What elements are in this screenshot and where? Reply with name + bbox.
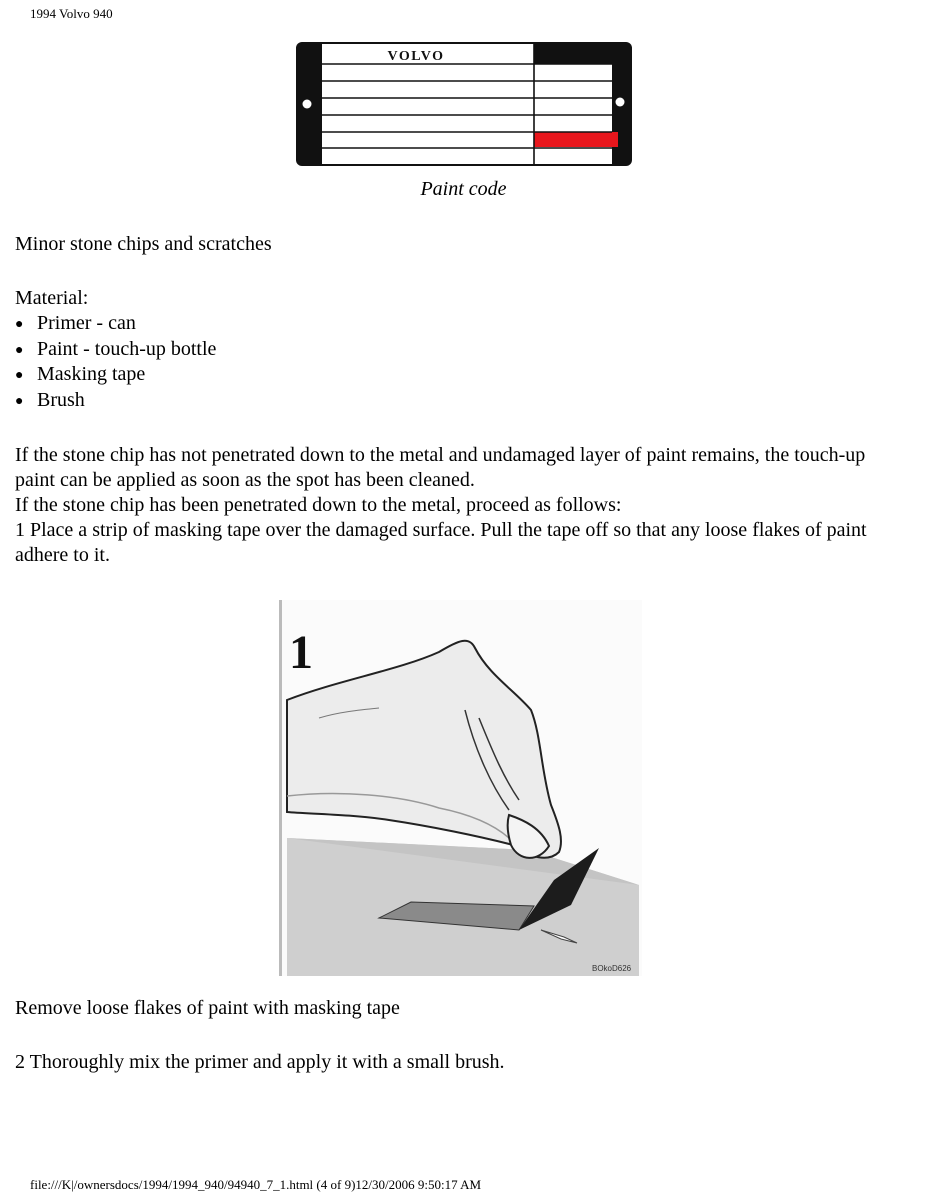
figure-number: 1 (289, 626, 313, 679)
paragraph-penetrated: If the stone chip has been penetrated down to the metal, proceed as follows: (15, 494, 622, 516)
material-item-label: Primer - can (37, 312, 136, 334)
list-item (15, 388, 910, 414)
bullet-icon: ● (15, 342, 24, 358)
instructions-block (15, 443, 910, 568)
list-item (15, 311, 910, 337)
paint-code-caption: Paint code (420, 178, 507, 200)
material-label: Material: (15, 287, 89, 309)
section-title: Minor stone chips and scratches (15, 233, 272, 255)
figure-code: BOkoD626 (592, 964, 632, 973)
list-item (15, 337, 910, 363)
material-item-label: Masking tape (37, 363, 146, 385)
paragraph-step-2: 2 Thoroughly mix the primer and apply it with a small brush. (15, 1051, 505, 1073)
plate-brand-text: VOLVO (387, 49, 445, 64)
page-header: 1994 Volvo 940 (30, 6, 113, 21)
paint-code-plate-image (295, 40, 633, 168)
materials-block (15, 286, 910, 413)
material-item-label: Paint - touch-up bottle (37, 337, 217, 360)
paragraph-touch-up: If the stone chip has not penetrated down to the metal and undamaged layer of paint remains, the touch-up paint can be applied as soon as the spot has been cleaned. (15, 444, 866, 491)
bullet-icon: ● (15, 368, 24, 383)
bullet-icon: ● (15, 393, 24, 409)
material-item-label: Brush (37, 388, 85, 411)
paragraph-step-1: 1 Place a strip of masking tape over the damaged surface. Pull the tape off so that any loose flakes of paint adhere to it. (15, 519, 867, 566)
page-footer: file:///K|/ownersdocs/1994/1994_940/94940_7_1.html (4 of 9)12/30/2006 9:50:17 AM (30, 1177, 482, 1192)
figure-caption: Remove loose flakes of paint with masking tape (15, 997, 400, 1019)
bullet-icon: ● (15, 317, 24, 332)
list-item (15, 362, 910, 388)
materials-list (15, 311, 910, 413)
masking-tape-illustration (279, 600, 642, 976)
